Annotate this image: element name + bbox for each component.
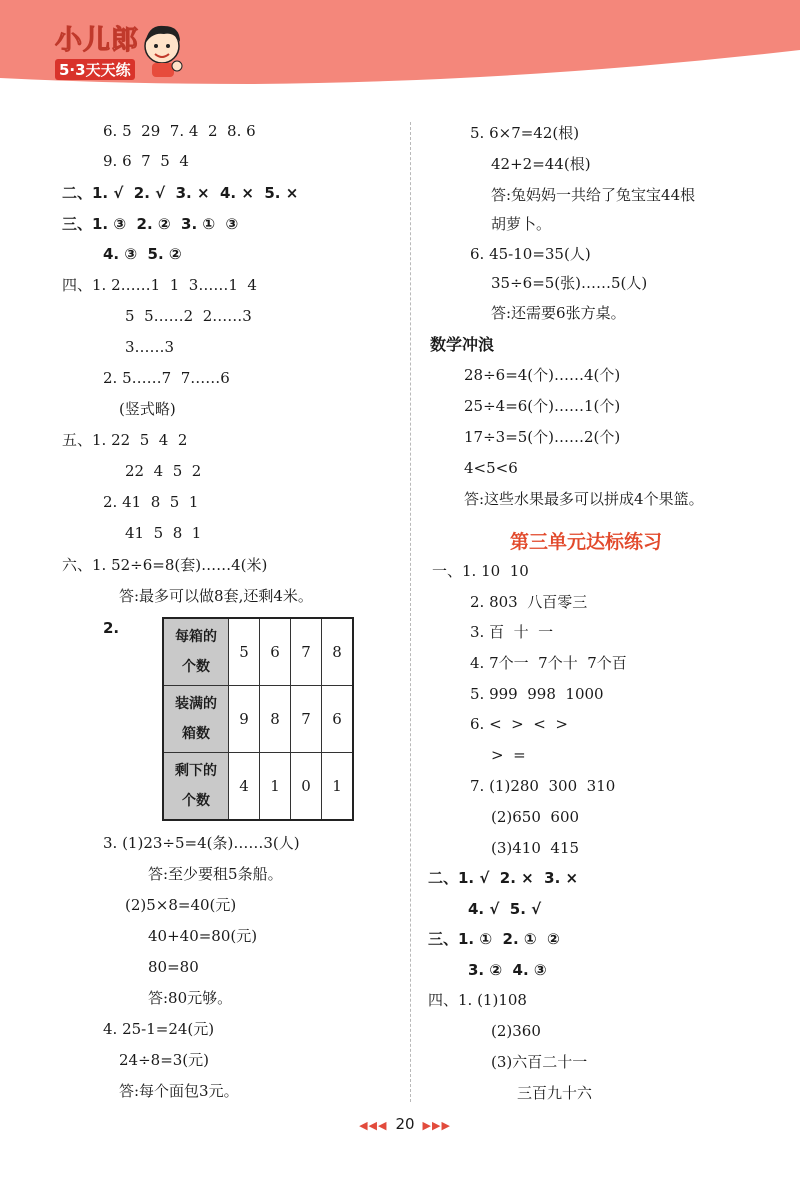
right-line-7: 答:还需要6张方桌。 bbox=[491, 304, 626, 322]
left-line-21: 40+40=80(元) bbox=[148, 927, 258, 945]
left-line-13: 2. 41 8 5 1 bbox=[103, 493, 199, 511]
table-row bbox=[163, 618, 353, 686]
left-line-7: 5 5……2 2……3 bbox=[125, 307, 252, 325]
table-header-cell: 每箱的 个数 bbox=[163, 618, 229, 686]
table-cell: 8 bbox=[260, 686, 291, 753]
right-line-3: 答:兔妈妈一共给了兔宝宝44根 bbox=[491, 186, 696, 204]
right-line-8: 28÷6=4(个)……4(个) bbox=[464, 366, 621, 384]
right-line-22: (3)410 415 bbox=[491, 839, 580, 857]
left-line-12: 22 4 5 2 bbox=[125, 462, 202, 480]
right-line-15: 3. 百 十 一 bbox=[470, 623, 554, 641]
right-line-26: 3. ② 4. ③ bbox=[468, 961, 547, 979]
right-line-25: 三、1. ① 2. ① ② bbox=[428, 930, 560, 948]
table-row bbox=[163, 686, 353, 753]
right-line-14: 2. 803 八百零三 bbox=[470, 593, 588, 611]
logo-subtitle: 5·3天天练 bbox=[55, 59, 135, 80]
right-line-11: 4<5<6 bbox=[464, 459, 518, 477]
right-line-30: 三百九十六 bbox=[517, 1084, 593, 1102]
left-line-17: 2. bbox=[103, 619, 120, 637]
left-line-9: 2. 5……7 7……6 bbox=[103, 369, 230, 387]
right-line-5: 6. 45-10=35(人) bbox=[470, 245, 591, 263]
table-cell: 8 bbox=[322, 618, 354, 686]
right-line-2: 42+2=44(根) bbox=[491, 155, 591, 173]
table-cell: 7 bbox=[291, 618, 322, 686]
table-cell: 7 bbox=[291, 686, 322, 753]
right-line-28: (2)360 bbox=[491, 1022, 541, 1040]
page-number-footer bbox=[340, 1115, 470, 1133]
table-header-cell: 装满的 箱数 bbox=[163, 686, 229, 753]
left-line-23: 答:80元够。 bbox=[148, 989, 233, 1007]
left-line-10: (竖式略) bbox=[119, 400, 176, 418]
right-line-6: 35÷6=5(张)……5(人) bbox=[491, 274, 648, 292]
table-cell: 6 bbox=[322, 686, 354, 753]
left-line-25: 24÷8=3(元) bbox=[119, 1051, 210, 1069]
right-line-24: 4. √ 5. √ bbox=[468, 900, 542, 918]
left-line-24: 4. 25-1=24(元) bbox=[103, 1020, 215, 1038]
table-cell: 1 bbox=[322, 753, 354, 821]
right-line-13: 一、1. 10 10 bbox=[432, 562, 529, 580]
table-header-cell: 剩下的 个数 bbox=[163, 753, 229, 821]
left-line-5: 4. ③ 5. ② bbox=[103, 245, 182, 263]
left-line-15: 六、1. 52÷6=8(套)……4(米) bbox=[62, 556, 268, 574]
table-cell: 1 bbox=[260, 753, 291, 821]
right-line-21: (2)650 600 bbox=[491, 808, 580, 826]
right-line-29: (3)六百二十一 bbox=[491, 1053, 588, 1071]
table-cell: 5 bbox=[229, 618, 260, 686]
table-cell: 0 bbox=[291, 753, 322, 821]
left-line-14: 41 5 8 1 bbox=[125, 524, 202, 542]
right-line-18: 6. < > < > bbox=[470, 715, 568, 733]
right-arrows-icon: ▶▶▶ bbox=[422, 1119, 451, 1132]
table-row bbox=[163, 753, 353, 821]
column-divider bbox=[410, 122, 411, 1102]
table-cell: 9 bbox=[229, 686, 260, 753]
right-line-23: 二、1. √ 2. × 3. × bbox=[428, 869, 579, 887]
answer-table bbox=[162, 617, 354, 821]
left-line-6: 四、1. 2……1 1 3……1 4 bbox=[62, 276, 257, 294]
mascot-icon bbox=[140, 20, 188, 78]
left-line-16: 答:最多可以做8套,还剩4米。 bbox=[119, 587, 313, 605]
left-line-18: 3. (1)23÷5=4(条)……3(人) bbox=[103, 834, 300, 852]
logo-title: 小儿郎 bbox=[55, 25, 139, 56]
left-line-1: 6. 5 29 7. 4 2 8. 6 bbox=[103, 122, 256, 140]
left-line-3: 二、1. √ 2. √ 3. × 4. × 5. × bbox=[62, 184, 299, 202]
right-line-16: 4. 7个一 7个十 7个百 bbox=[470, 654, 627, 672]
right-line-4: 胡萝卜。 bbox=[491, 215, 552, 233]
right-line-10: 17÷3=5(个)……2(个) bbox=[464, 428, 621, 446]
brand-logo bbox=[55, 18, 139, 80]
left-line-4: 三、1. ③ 2. ② 3. ① ③ bbox=[62, 215, 239, 233]
right-line-27: 四、1. (1)108 bbox=[428, 991, 527, 1009]
right-line-17: 5. 999 998 1000 bbox=[470, 685, 604, 703]
page-header bbox=[0, 0, 800, 90]
right-line-9: 25÷4=6(个)……1(个) bbox=[464, 397, 621, 415]
section-title: 数学冲浪 bbox=[430, 335, 495, 354]
left-line-20: (2)5×8=40(元) bbox=[125, 896, 237, 914]
table-cell: 4 bbox=[229, 753, 260, 821]
left-line-22: 80=80 bbox=[148, 958, 199, 976]
left-line-2: 9. 6 7 5 4 bbox=[103, 152, 189, 170]
left-line-19: 答:至少要租5条船。 bbox=[148, 865, 283, 883]
unit-title: 第三单元达标练习 bbox=[510, 531, 663, 553]
right-line-12: 答:这些水果最多可以拼成4个果篮。 bbox=[464, 490, 704, 508]
left-line-11: 五、1. 22 5 4 2 bbox=[62, 431, 188, 449]
right-line-19: > = bbox=[491, 746, 526, 764]
page-number: 20 bbox=[395, 1115, 415, 1133]
left-arrows-icon: ◀◀◀ bbox=[359, 1119, 388, 1132]
right-line-20: 7. (1)280 300 310 bbox=[470, 777, 616, 795]
table-cell: 6 bbox=[260, 618, 291, 686]
left-line-26: 答:每个面包3元。 bbox=[119, 1082, 239, 1100]
left-line-8: 3……3 bbox=[125, 338, 175, 356]
right-line-1: 5. 6×7=42(根) bbox=[470, 124, 580, 142]
